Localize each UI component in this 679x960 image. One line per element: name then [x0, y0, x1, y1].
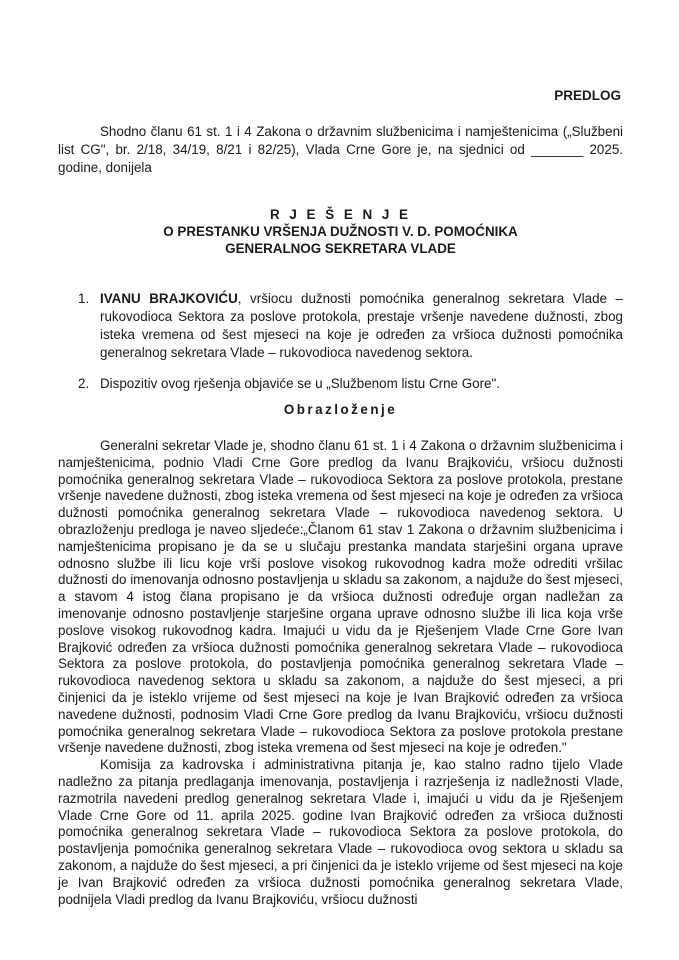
- decision-items: [58, 290, 623, 393]
- explanation-heading: Obrazloženje: [283, 402, 398, 417]
- item-text: , vršiocu dužnosti pomoćnika generalnog sekretara Vlade – rukovodioca Sektora za poslove protokola, prestaje vršenje navedene dužnosti, zbog isteka vremena od šest mjeseci na koje je određen za vršioca dužnosti pomoćnika generalnog sekretara Vlade – rukovodioca navedenog sektora.: [100, 291, 623, 360]
- decision-item-2: [58, 375, 623, 393]
- item-name: IVANU BRAJKOVIĆU: [100, 291, 238, 306]
- title-line-1: R J E Š E N J E: [269, 207, 411, 222]
- item-text: Dispozitiv ovog rješenja objaviće se u „Službenom listu Crne Gore".: [100, 376, 500, 391]
- title-line-3: GENERALNOG SEKRETARA VLADE: [225, 241, 456, 256]
- decision-title: [58, 206, 623, 257]
- item-number: 2.: [78, 376, 90, 391]
- explanation-paragraph-2: Komisija za kadrovska i administrativna pitanja je, kao stalno radno tijelo Vlade nadležno za pitanja predlaganja imenovanja, postavljenja i razrješenja iz nadležnosti Vlade, razmotrila navedeni predlog generalnog sekretara Vlade i, imajući u vidu da je Rješenjem Vlade Crne Gore od 11. aprila 2025. godine Ivan Brajković određen za vršioca dužnosti pomoćnika generalnog sekretara Vlade – rukovodioca Sektora za poslove protokola, do postavljenja pomoćnika generalnog sekretara Vlade – rukovodioca ovog sektora u skladu sa zakonom, a najduže do šest mjeseci, a pri činjenici da je isteklo vrijeme od šest mjeseci na koje je Ivan Brajković određen za vršioca dužnosti pomoćnika generalnog sekretara Vlade, podnijela Vladi predlog da Ivanu Brajkoviću, vršiocu dužnosti: [58, 757, 623, 907]
- predlog-label: PREDLOG: [554, 88, 621, 103]
- item-number: 1.: [78, 291, 90, 306]
- decision-item-1: [58, 290, 623, 362]
- explanation-body: [58, 438, 623, 908]
- intro-paragraph: Shodno članu 61 st. 1 i 4 Zakona o državnim službenicima i namještenicima („Službeni list CG", br. 2/18, 34/19, 8/21 i 82/25), Vlada Crne Gore je, na sjednici od _______ 2025. godine, donijela: [58, 124, 623, 175]
- title-line-2: O PRESTANKU VRŠENJA DUŽNOSTI V. D. POMOĆNIKA: [163, 224, 518, 239]
- explanation-paragraph-1: Generalni sekretar Vlade je, shodno članu 61 st. 1 i 4 Zakona o državnim službenicima i namještenicima, podnio Vladi Crne Gore predlog da Ivanu Brajkoviću, vršiocu dužnosti pomoćnika generalnog sekretara Vlade – rukovodioca Sektora za poslove protokola, prestane vršenje navedene dužnosti, zbog isteka vremena od šest mjeseci na koje je određen za vršioca dužnosti pomoćnika generalnog sekretara Vlade – rukovodioca navedenog sektora. U obrazloženju predloga je naveo sljedeće:„Članom 61 stav 1 Zakona o državnim službenicima i namještenicima propisano je da se u slučaju prestanka mandata starješini organa uprave odnosno službe ili licu koje vrši poslove visokog rukovodnog kadra može odrediti vršilac dužnosti do imenovanja odnosno postavljenja u skladu sa zakonom, a najduže do šest mjeseci, a stavom 4 istog člana propisano je da vršioca dužnosti određuje organ nadležan za imenovanje odnosno postavljenje starješine organa uprave odnosno službe ili lica koja vrše poslove visokog rukovodnog kadra. Imajući u vidu da je Rješenjem Vlade Crne Gore Ivan Brajković određen za vršioca dužnosti pomoćnika generalnog sekretara Vlade – rukovodioca Sektora za poslove protokola, do postavljenja pomoćnika generalnog sekretara Vlade – rukovodioca navedenog sektora u skladu sa zakonom, a najduže do šest mjeseci, a pri činjenici da je isteklo vrijeme od šest mjeseci na koje je Ivan Brajković određen za vršioca navedene dužnosti, podnosim Vladi Crne Gore predlog da Ivanu Brajkoviću, vršiocu dužnosti pomoćnika generalnog sekretara Vlade – rukovodioca Sektora za poslove protokola prestane vršenje navedene dužnosti, zbog isteka vremena od šest mjeseci na koje je određen.": [58, 438, 623, 756]
